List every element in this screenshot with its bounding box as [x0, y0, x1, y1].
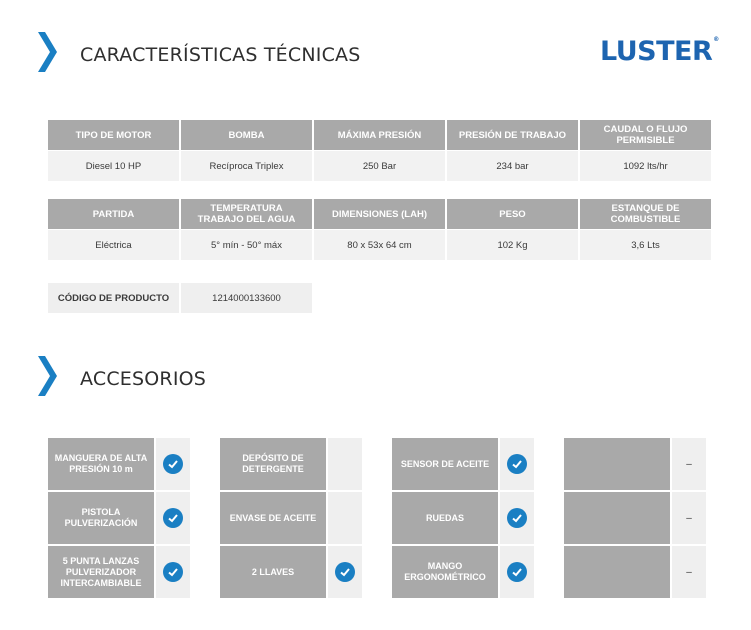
check-circle-icon — [507, 454, 527, 474]
accessory-label — [564, 438, 670, 490]
accessory-status — [500, 492, 534, 544]
accessory-label — [564, 546, 670, 598]
accessory-status — [156, 438, 190, 490]
accessory-label: RUEDAS — [392, 492, 498, 544]
table-header: TIPO DE MOTOR — [48, 120, 179, 150]
accessory-label: 5 PUNTA LANZAS PULVERIZADOR INTERCAMBIABLE — [48, 546, 154, 598]
table-cell: 5° mín - 50° máx — [181, 230, 312, 260]
registered-mark: ® — [713, 36, 719, 43]
accessory-status — [328, 546, 362, 598]
accessory-label: ENVASE DE ACEITE — [220, 492, 326, 544]
chevron-right-icon — [36, 30, 58, 74]
accessory-label: SENSOR DE ACEITE — [392, 438, 498, 490]
check-circle-icon — [507, 508, 527, 528]
check-circle-icon — [335, 562, 355, 582]
accessory-status — [156, 492, 190, 544]
section-title-specs: CARACTERÍSTICAS TÉCNICAS — [80, 44, 361, 66]
table-header: PRESIÓN DE TRABAJO — [447, 120, 578, 150]
check-circle-icon — [163, 508, 183, 528]
accessory-status — [328, 438, 362, 490]
luster-logo — [600, 36, 719, 67]
accessory-status — [156, 546, 190, 598]
accessory-status — [500, 438, 534, 490]
accessory-status: – — [672, 492, 706, 544]
accessory-label: PISTOLA PULVERIZACIÓN — [48, 492, 154, 544]
table-cell: 250 Bar — [314, 151, 445, 181]
accessory-label: MANGUERA DE ALTA PRESIÓN 10 m — [48, 438, 154, 490]
table-header: CAUDAL O FLUJO PERMISIBLE — [580, 120, 711, 150]
table-cell: 80 x 53x 64 cm — [314, 230, 445, 260]
accessory-status: – — [672, 546, 706, 598]
table-header: PESO — [447, 199, 578, 229]
accessory-status — [328, 492, 362, 544]
table-header: ESTANQUE DE COMBUSTIBLE — [580, 199, 711, 229]
check-circle-icon — [507, 562, 527, 582]
table-cell: 1092 lts/hr — [580, 151, 711, 181]
table-header: DIMENSIONES (LAH) — [314, 199, 445, 229]
check-circle-icon — [163, 562, 183, 582]
section-title-accessories: ACCESORIOS — [80, 368, 207, 390]
table-cell: Eléctrica — [48, 230, 179, 260]
accessory-status — [500, 546, 534, 598]
logo-text: LUSTER — [600, 36, 713, 67]
table-header: PARTIDA — [48, 199, 179, 229]
accessory-label: DEPÓSITO DE DETERGENTE — [220, 438, 326, 490]
table-cell: Recíproca Triplex — [181, 151, 312, 181]
product-code-row — [48, 283, 312, 313]
table-cell: 234 bar — [447, 151, 578, 181]
table-header: TEMPERATURA TRABAJO DEL AGUA — [181, 199, 312, 229]
table-cell: 3,6 Lts — [580, 230, 711, 260]
product-code-value: 1214000133600 — [181, 283, 312, 313]
table-header: BOMBA — [181, 120, 312, 150]
specs-table-1 — [48, 120, 711, 181]
table-cell: 102 Kg — [447, 230, 578, 260]
accessory-label — [564, 492, 670, 544]
product-code-label: CÓDIGO DE PRODUCTO — [48, 283, 179, 313]
accessory-label: 2 LLAVES — [220, 546, 326, 598]
check-circle-icon — [163, 454, 183, 474]
accessory-label: MANGO ERGONOMÉTRICO — [392, 546, 498, 598]
specs-table-2 — [48, 199, 711, 260]
table-cell: Diesel 10 HP — [48, 151, 179, 181]
chevron-right-icon — [36, 354, 58, 398]
table-header: MÁXIMA PRESIÓN — [314, 120, 445, 150]
accessory-status: – — [672, 438, 706, 490]
